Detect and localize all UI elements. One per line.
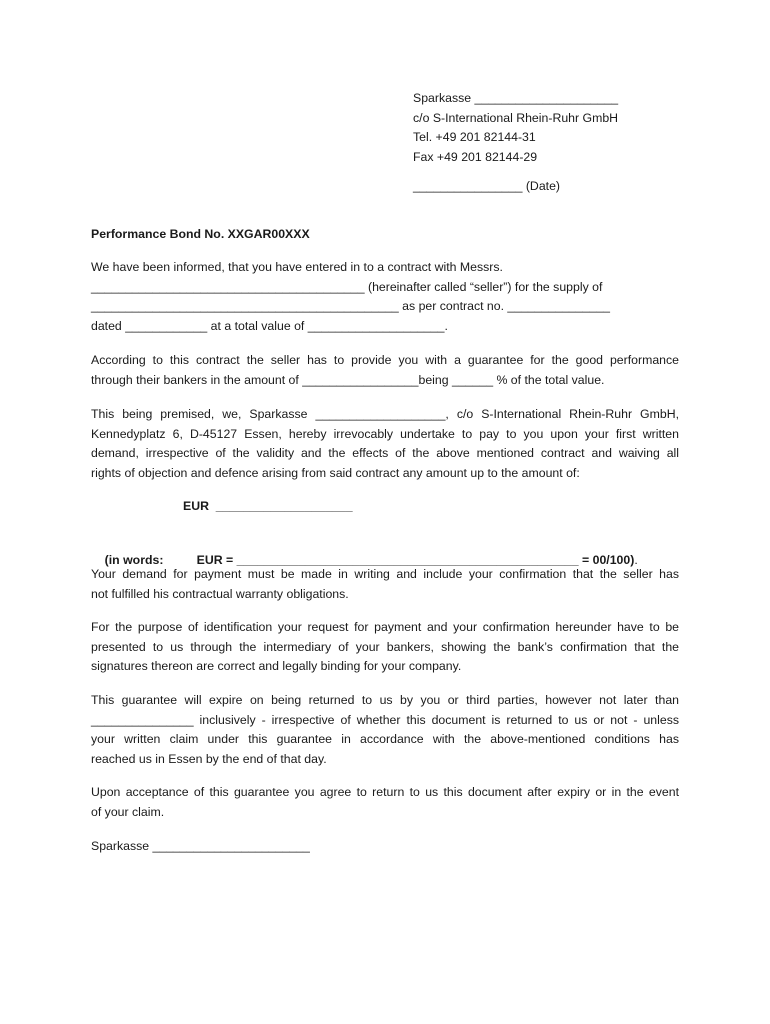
paragraph-expiry	[91, 691, 679, 769]
paragraph-line: of your claim.	[91, 804, 165, 819]
paragraph-line: your written claim under this guarantee in accordance with the above-mentioned conditions has	[91, 732, 679, 747]
paragraph-line: _______________ inclusively - irrespective of whether this document is returned to us or not - unless	[91, 712, 679, 727]
paragraph-line: reached us in Essen by the end of that day.	[91, 751, 327, 766]
paragraph-line: signatures thereon are correct and legally binding for your company.	[91, 659, 462, 674]
address-fax: Fax +49 201 82144-29	[413, 149, 538, 164]
paragraph-line: _____________________________________________ as per contract no. _______________	[91, 299, 611, 314]
paragraph-line: dated ____________ at a total value of ____________________.	[91, 318, 448, 333]
paragraph-line: ________________________________________ (hereinafter called “seller”) for the supply of	[91, 279, 603, 294]
document-title: Performance Bond No. XXGAR00XXX	[91, 227, 310, 241]
in-words-end: .	[634, 552, 638, 567]
paragraph-line: We have been informed, that you have entered in to a contract with Messrs.	[91, 260, 503, 274]
address-co-line: c/o S-International Rhein-Ruhr GmbH	[413, 110, 619, 125]
paragraph-line: demand, irrespective of the validity and the effects of the above mentioned contract and waiving all	[91, 446, 679, 461]
paragraph-line: This guarantee will expire on being returned to us by you or third parties, however not later than	[91, 693, 679, 707]
paragraph-line: According to this contract the seller has to provide you with a guarantee for the good performance	[91, 353, 679, 367]
paragraph-line: This being premised, we, Sparkasse ___________________, c/o S-International Rhein-Ruhr GmbH,	[91, 407, 679, 421]
paragraph-line: not fulfilled his contractual warranty obligations.	[91, 586, 349, 601]
paragraph-line: rights of objection and defence arising from said contract any amount up to the amount of:	[91, 465, 580, 480]
paragraph-return-document	[91, 783, 679, 822]
in-words-label: (in words:	[104, 552, 164, 567]
signature-line: Sparkasse _______________________	[91, 839, 310, 853]
sender-address-block	[413, 89, 618, 167]
paragraph-line: For the purpose of identification your request for payment and your confirmation hereunder have to be	[91, 620, 679, 634]
paragraph-line: presented to us through the intermediary of your bankers, showing the bank’s confirmation that the	[91, 639, 679, 654]
paragraph-line: through their bankers in the amount of _________________being ______ % of the total value.	[91, 372, 605, 387]
paragraph-demand-requirements	[91, 565, 679, 604]
in-words-amount: EUR = __________________________________________________ = 00/100)	[196, 552, 635, 567]
date-line: ________________ (Date)	[413, 179, 561, 193]
paragraph-guarantee-requirement	[91, 351, 679, 390]
paragraph-line: Your demand for payment must be made in writing and include your confirmation that the seller has	[91, 567, 679, 581]
eur-amount-line: EUR ____________________	[183, 499, 353, 513]
paragraph-line: Kennedyplatz 6, D-45127 Essen, hereby irrevocably undertake to pay to you upon your first written	[91, 426, 679, 441]
paragraph-identification	[91, 618, 679, 677]
paragraph-contract-info	[91, 258, 679, 336]
address-bank-name: Sparkasse _____________________	[413, 91, 619, 105]
paragraph-line: Upon acceptance of this guarantee you agree to return to us this document after expiry or in the event	[91, 785, 679, 799]
paragraph-undertaking	[91, 405, 679, 483]
address-phone: Tel. +49 201 82144-31	[413, 130, 536, 145]
